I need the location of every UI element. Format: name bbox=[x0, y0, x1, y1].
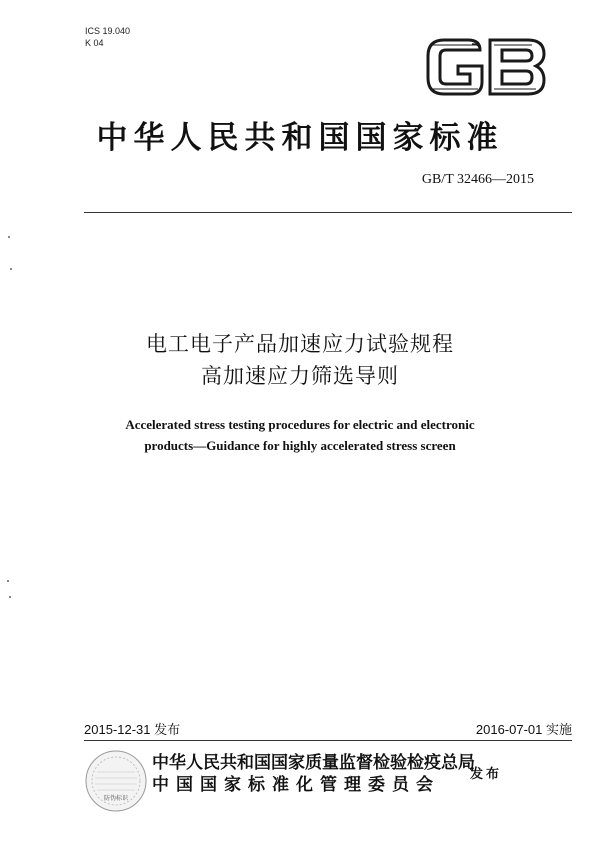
ccs-code: K 04 bbox=[85, 38, 104, 48]
scan-speck bbox=[7, 580, 9, 582]
top-divider bbox=[84, 212, 572, 213]
issuing-authorities bbox=[152, 752, 475, 796]
bottom-divider bbox=[84, 740, 572, 741]
scan-speck bbox=[9, 596, 11, 598]
english-title bbox=[0, 414, 600, 456]
publish-label: 发布 bbox=[470, 767, 503, 782]
english-title-line2: products—Guidance for highly accelerated stress screen bbox=[144, 438, 456, 453]
chinese-title bbox=[0, 328, 600, 392]
issue-date: 2015-12-31 发布 bbox=[84, 722, 181, 737]
national-standard-heading: 中华人民共和国国家标准 bbox=[96, 120, 504, 156]
chinese-title-line1: 电工电子产品加速应力试验规程 bbox=[146, 332, 454, 356]
ics-code: ICS 19.040 bbox=[85, 26, 131, 36]
gb-logo bbox=[424, 36, 548, 98]
scan-speck bbox=[8, 236, 10, 238]
issuer-sac: 中国国家标准化管理委员会 bbox=[152, 775, 440, 795]
scan-speck bbox=[10, 268, 12, 270]
chinese-title-line2: 高加速应力筛选导则 bbox=[201, 364, 399, 388]
issuer-aqsiq: 中华人民共和国国家质量监督检验检疫总局 bbox=[152, 753, 475, 773]
implementation-date: 2016-07-01 实施 bbox=[475, 722, 572, 737]
classification-codes bbox=[85, 25, 130, 49]
stamp-label: 防伪标识 bbox=[103, 795, 129, 802]
english-title-line1: Accelerated stress testing procedures for electric and electronic bbox=[125, 417, 475, 432]
gb-logo-text: GB bbox=[424, 36, 426, 37]
anti-counterfeit-stamp-icon bbox=[83, 748, 149, 814]
standard-number: GB/T 32466—2015 bbox=[421, 172, 534, 187]
